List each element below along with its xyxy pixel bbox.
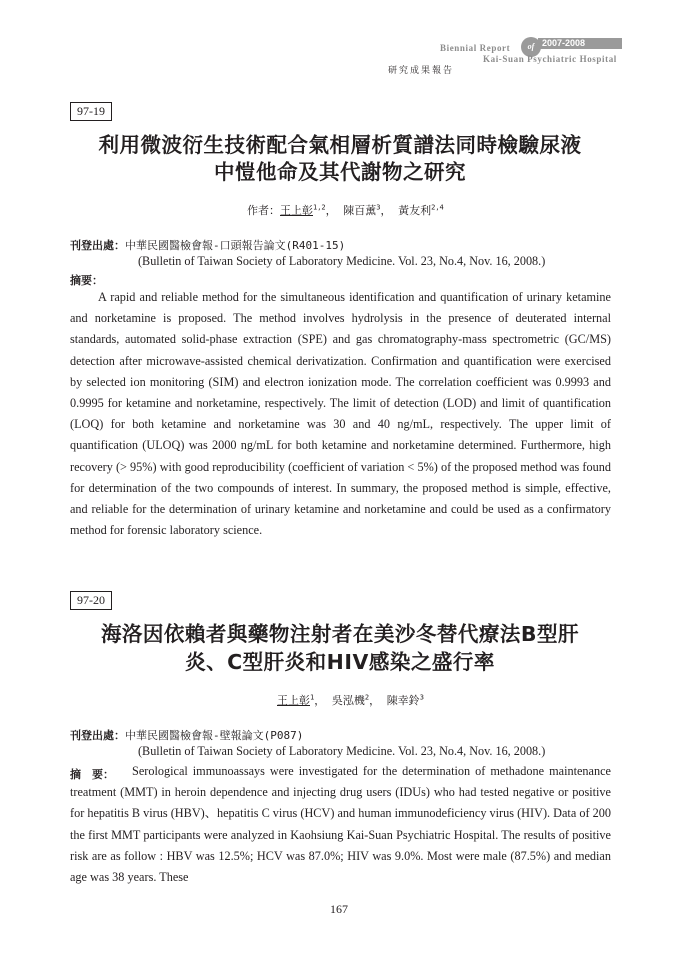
article-authors: 作者：王上彰$^{1,2}$， 陳百薰$^3$， 黃友利$^{2,4}$ [247,203,444,217]
bulletin-citation: (Bulletin of Taiwan Society of Laboratory Medicine. Vol. 23, No.4, Nov. 16, 2008.) [138,254,546,268]
author-affiliation: 2,4 [431,203,444,212]
article-title-line2: 炎、C型肝炎和HIV感染之盛行率 [185,650,495,674]
author-affiliation: 1 [310,693,315,702]
author-name: 王上彰 [277,694,310,707]
article-title-line1: 海洛因依賴者與藥物注射者在美沙冬替代療法B型肝 [100,622,580,646]
abstract-label: 摘 要： [70,768,114,781]
header-hospital-label: Kai-Suan Psychiatric Hospital [483,54,617,64]
article-code-badge: 97-19 [70,102,112,121]
publication-source: 中華民國醫檢會報-壁報論文(P087) [125,729,304,742]
abstract-label: 摘要： [70,274,103,287]
author-name: 吳泓機 [331,694,365,707]
header-of-badge: of [521,37,541,57]
author-name: 王上彰 [280,204,313,217]
abstract-text: A rapid and reliable method for the simultaneous identification and quantification of urinary ketamine and norketamine is proposed. The method involves hydrolysis in the presence of deuterated internal standards, automated solid-phase extraction (SPE) and gas chromatography-mass spectrometric (GC/MS) detection after microwave-assisted chemical derivatization. Confirmation and quantification were exercised by selected ion monitoring (SIM) and electron ionization mode. The correlation coefficient was 0.9993 and 0.9995 for ketamine and norketamine, respectively. The limit of detection (LOD) and limit of quantification (LOQ) for both ketamine and norketamine was 30 and 40 ng/mL, respectively. The upper limit of quantification (ULOQ) was 2000 ng/mL for both ketamine and norketamine determined. Furthermore, high recovery (> 95%) with good reproducibility (coefficient of variation < 5%) of the proposed method was found for determination of the two compounds of interest. In summary, the proposed method is simple, effective, and reliable for the determination of urinary ketamine and norketamine and could be used as a confirmatory method for forensic laboratory science. [70,290,611,538]
header-report-label: Biennial Report [440,43,511,53]
authors-prefix: 作者： [247,204,280,217]
author-name: 陳幸鈴 [386,694,420,707]
header-years-badge: 2007-2008 [538,38,622,49]
article-title-line1: 利用微波衍生技術配合氣相層析質譜法同時檢驗尿液 [98,133,582,157]
article-authors: 王上彰$^1$， 吳泓機$^2$， 陳幸鈴$^3$ [277,693,424,707]
publication-line [70,726,303,744]
publication-source: 中華民國醫檢會報-口頭報告論文(R401-15) [125,239,346,252]
publication-label: 刊登出處： [70,239,125,252]
author-name: 陳百薰 [343,204,377,217]
author-name: 黃友利 [398,204,432,217]
publication-label: 刊登出處： [70,729,125,742]
author-affiliation: 3 [376,203,381,212]
author-affiliation: 2 [364,693,370,702]
author-affiliation: 3 [419,693,424,702]
page-number: 167 [330,902,348,916]
bulletin-citation: (Bulletin of Taiwan Society of Laboratory Medicine. Vol. 23, No.4, Nov. 16, 2008.) [138,744,546,758]
abstract-text: Serological immunoassays were investigated for the determination of methadone maintenance treatment (MMT) in heroin dependence and injecting drug users (IDUs) who had tested negative or positive for hepatitis B virus (HBV)、hepatitis C virus (HCV) and human immunodeficiency virus (HIV). Data of 200 the first MMT participants were analyzed in Kaohsiung Kai-Suan Psychiatric Hospital. The results of positive risk are as follow : HBV was 12.5%; HCV was 87.0%; HIV was 9.0%. Most were male (87.5%) and median age was 38 years. These [70,764,611,885]
publication-line [70,236,345,254]
author-affiliation: 1,2 [313,203,326,212]
article-title-line2: 中愷他命及其代謝物之研究 [214,160,466,184]
header-section-label: 研究成果報告 [388,66,455,76]
article-code-badge: 97-20 [70,591,112,610]
